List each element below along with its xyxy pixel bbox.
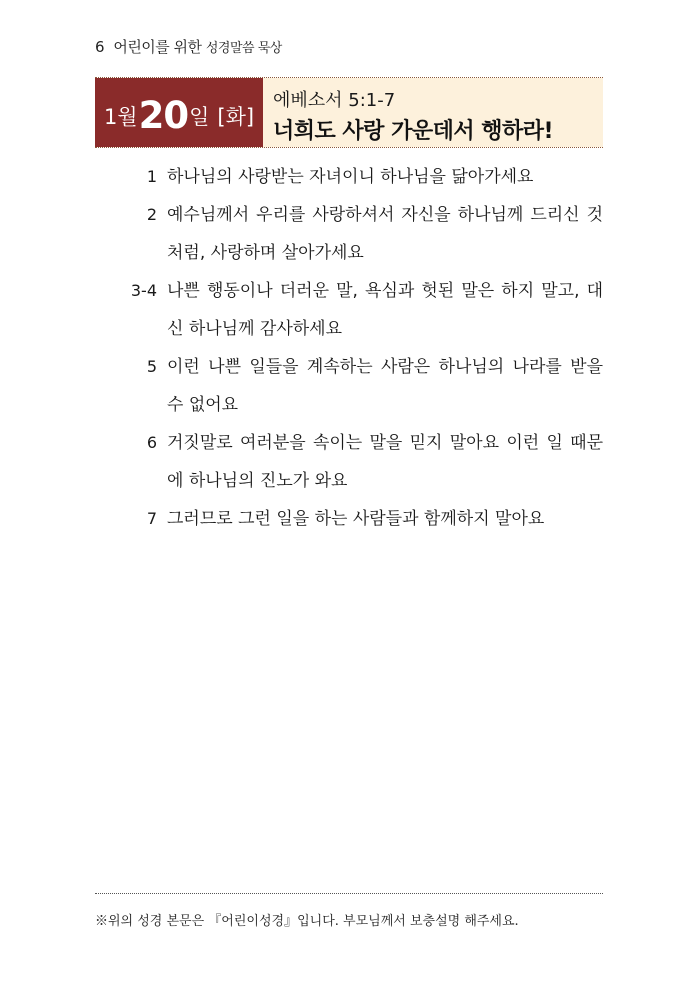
verse-text: 예수님께서 우리를 사랑하셔서 자신을 하나님께 드리신 것처럼, 사랑하며 살아가세요 [167,205,603,263]
verse-number: 6 [146,433,157,452]
title-box [263,78,603,147]
verse-item [95,348,603,424]
verse-text: 이런 나쁜 일들을 계속하는 사람은 하나님의 나라를 받을 수 없어요 [167,357,603,415]
running-head [95,36,282,57]
verse-list [95,158,603,538]
date-month: 1월 [103,104,138,129]
verse-text: 하나님의 사랑받는 자녀이니 하나님을 닮아가세요 [167,167,534,187]
verse-text: 거짓말로 여러분을 속이는 말을 믿지 말아요 이런 일 때문에 하나님의 진노가 와요 [167,433,603,491]
scripture-reference: 에베소서 5:1-7 [273,90,396,111]
date-day: 20 [138,94,189,137]
verse-number: 1 [146,167,157,186]
book-subtitle: 성경말씀 묵상 [205,41,282,56]
verse-item [95,196,603,272]
verse-text: 그러므로 그런 일을 하는 사람들과 함께하지 말아요 [167,509,545,529]
verse-number: 3-4 [130,281,157,300]
footer-divider [95,893,603,894]
date-day-suffix: 일 [189,104,210,129]
verse-item [95,500,603,538]
book-name: 어린이를 위한 [113,38,202,56]
verse-item [95,424,603,500]
verse-item [95,272,603,348]
devotion-header [95,77,603,148]
footnote: ※위의 성경 본문은 『어린이성경』입니다. 부모님께서 보충설명 해주세요. [95,914,519,929]
verse-item [95,158,603,196]
devotion-title: 너희도 사랑 가운데서 행하라! [273,119,554,144]
verse-number: 7 [146,509,157,528]
verse-number: 5 [146,357,157,376]
verse-number: 2 [146,205,157,224]
date-weekday: [화] [217,104,255,129]
page-number: 6 [95,38,105,56]
verse-text: 나쁜 행동이나 더러운 말, 욕심과 헛된 말은 하지 말고, 대신 하나님께 감사하세요 [167,281,603,339]
date-box [95,78,263,147]
